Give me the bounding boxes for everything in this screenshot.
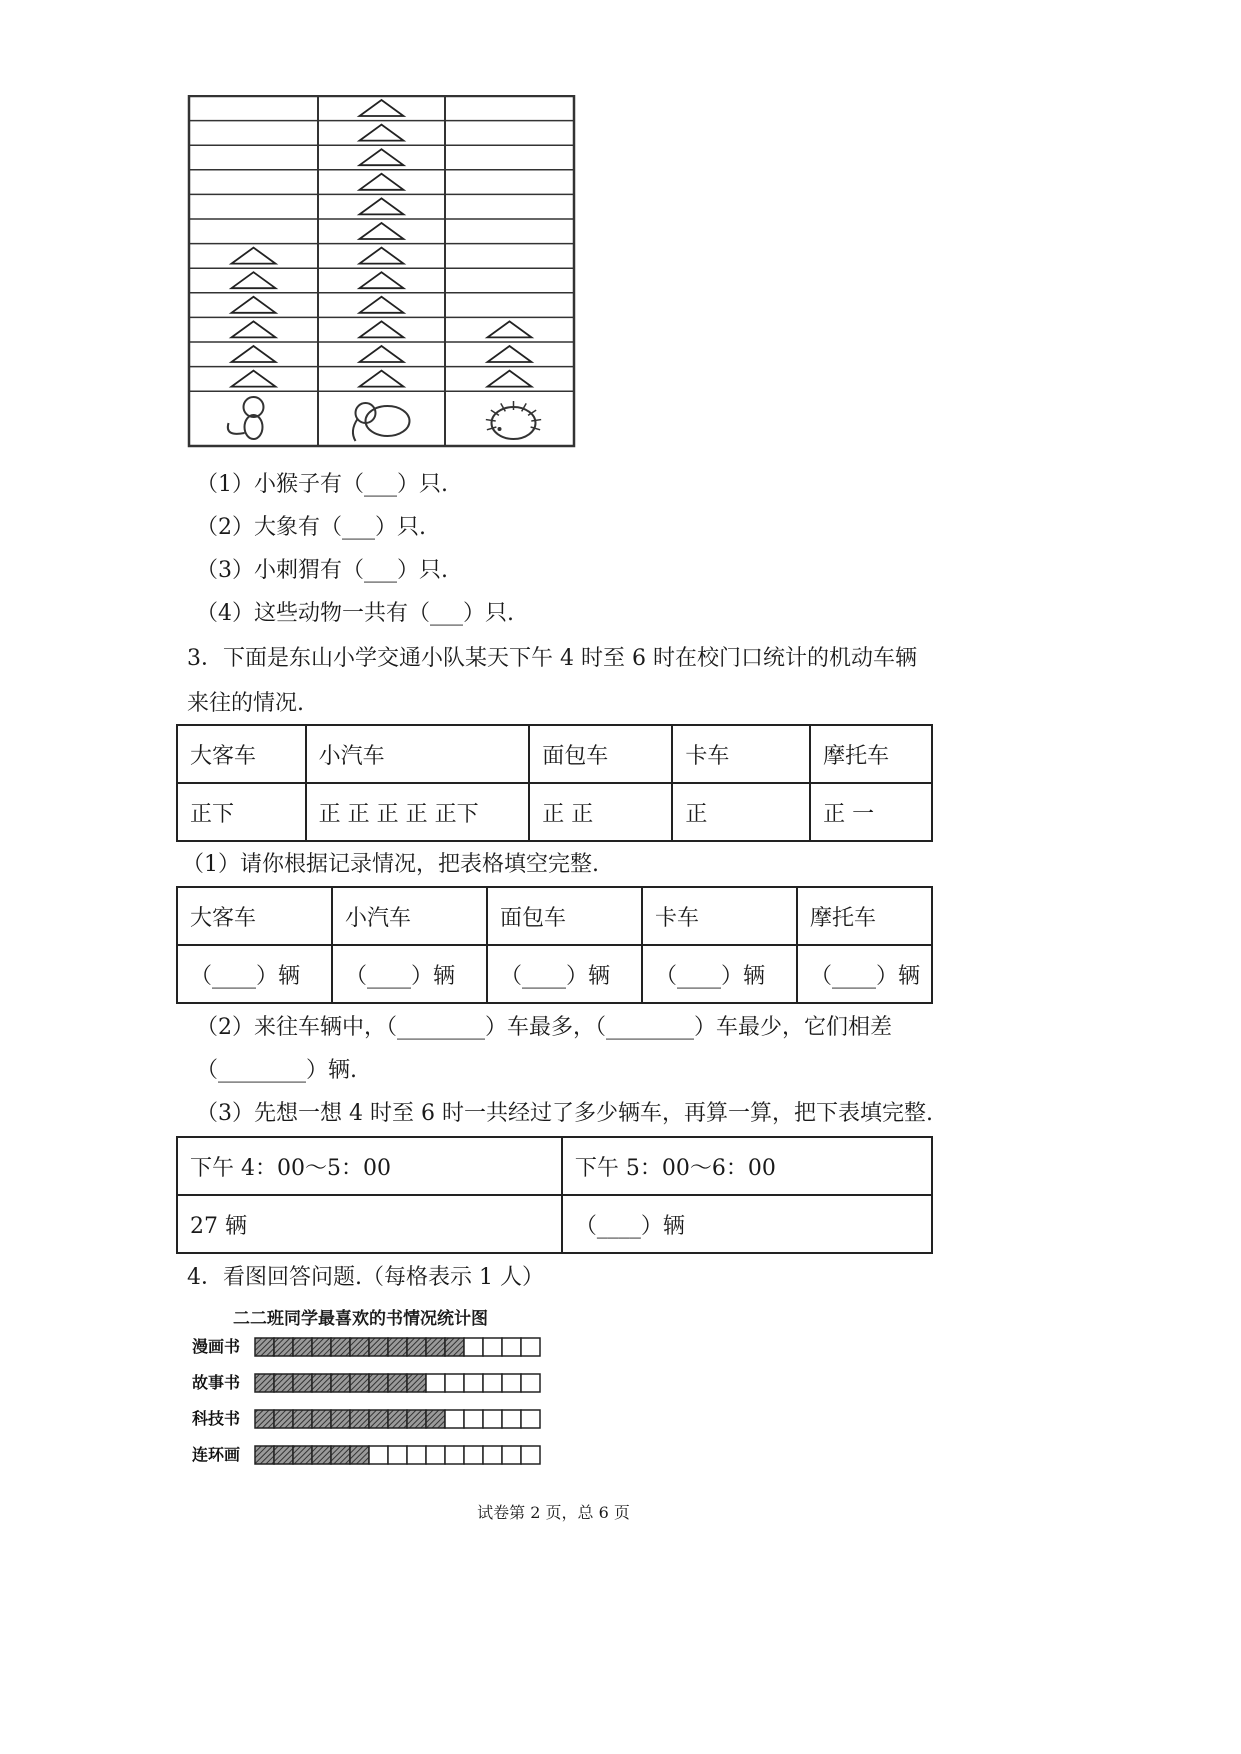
time-cell: 27 辆 [177, 1195, 562, 1253]
triangle-mark [360, 125, 404, 141]
bar-cell-empty [502, 1410, 521, 1428]
bar-cell-empty [445, 1410, 464, 1428]
tally-cell: 正 正 正 正 正下 [306, 783, 530, 841]
count-header: 卡车 [642, 887, 797, 945]
category-label: 科技书 [192, 1409, 241, 1428]
triangle-mark [360, 371, 404, 387]
bar-cell-filled [293, 1410, 312, 1428]
bar-cell-filled [293, 1374, 312, 1392]
q3-sub3: （3）先想一想 4 时至 6 时一共经过了多少辆车，再算一算，把下表填完整. [196, 1101, 933, 1126]
bar-cell-filled [426, 1410, 445, 1428]
q3-sub2-line1: （2）来往车辆中，（________）车最多，（________）车最少，它们相差 [196, 1015, 892, 1040]
bar-cell-empty [521, 1446, 540, 1464]
triangle-mark [488, 346, 532, 362]
bar-cell-filled [331, 1338, 350, 1356]
bar-cell-empty [502, 1338, 521, 1356]
bar-cell-empty [521, 1374, 540, 1392]
tally-header: 面包车 [529, 725, 672, 783]
bar-cell-filled [388, 1338, 407, 1356]
pictograph-figure [187, 95, 576, 448]
bar-cell-empty [483, 1410, 502, 1428]
triangle-mark [232, 371, 276, 387]
triangle-mark [360, 272, 404, 288]
bar-cell-filled [369, 1410, 388, 1428]
count-header: 摩托车 [797, 887, 932, 945]
monkey-icon [228, 397, 264, 439]
bar-cell-empty [369, 1446, 388, 1464]
triangle-mark [360, 223, 404, 239]
tally-header: 大客车 [177, 725, 306, 783]
bar-cell-empty [388, 1446, 407, 1464]
time-header: 下午 4：00～5：00 [177, 1137, 562, 1195]
bar-cell-filled [293, 1338, 312, 1356]
bar-cell-filled [255, 1338, 274, 1356]
chart-title: 二二班同学最喜欢的书情况统计图 [233, 1309, 488, 1329]
bar-cell-empty [426, 1446, 445, 1464]
triangle-mark [232, 346, 276, 362]
q2-item-1: （1）小猴子有（___）只. [196, 472, 448, 497]
q3-intro-line2: 来往的情况. [187, 691, 304, 716]
tally-header: 摩托车 [810, 725, 932, 783]
bar-cell-empty [483, 1338, 502, 1356]
bar-cell-filled [388, 1374, 407, 1392]
bar-cell-filled [350, 1446, 369, 1464]
q4-intro: 4．看图回答问题.（每格表示 1 人） [187, 1265, 544, 1290]
count-header: 小汽车 [332, 887, 487, 945]
count-header: 大客车 [177, 887, 332, 945]
bar-cell-empty [483, 1374, 502, 1392]
bar-cell-filled [331, 1374, 350, 1392]
q2-item-4: （4）这些动物一共有（___）只. [196, 601, 514, 626]
triangle-mark [488, 371, 532, 387]
bar-cell-empty [464, 1374, 483, 1392]
elephant-icon [353, 403, 410, 441]
triangle-mark [360, 149, 404, 165]
tally-table [176, 724, 933, 842]
page-footer: 试卷第 2 页，总 6 页 [477, 1503, 630, 1522]
bar-cell-filled [388, 1410, 407, 1428]
triangle-mark [360, 198, 404, 214]
bar-cell-empty [502, 1446, 521, 1464]
bar-cell-empty [464, 1338, 483, 1356]
count-answer-cell[interactable]: （____）辆 [332, 945, 487, 1003]
count-answer-cell[interactable]: （____）辆 [797, 945, 932, 1003]
bar-cell-filled [255, 1374, 274, 1392]
bar-cell-filled [369, 1374, 388, 1392]
bar-cell-filled [274, 1446, 293, 1464]
triangle-mark [232, 297, 276, 313]
q2-item-3: （3）小刺猬有（___）只. [196, 558, 448, 583]
bar-cell-filled [312, 1374, 331, 1392]
bar-cell-filled [350, 1374, 369, 1392]
q3-intro-line1: 3．下面是东山小学交通小队某天下午 4 时至 6 时在校门口统计的机动车辆 [187, 646, 917, 671]
bar-cell-filled [312, 1338, 331, 1356]
bar-cell-filled [312, 1446, 331, 1464]
bar-cell-empty [445, 1374, 464, 1392]
triangle-mark [360, 321, 404, 337]
bar-cell-empty [464, 1410, 483, 1428]
triangle-mark [360, 346, 404, 362]
triangle-mark [360, 297, 404, 313]
category-label: 漫画书 [192, 1337, 241, 1356]
bar-cell-filled [274, 1374, 293, 1392]
q2-item-2: （2）大象有（___）只. [196, 515, 426, 540]
triangle-mark [232, 272, 276, 288]
bar-cell-filled [407, 1374, 426, 1392]
bar-cell-filled [293, 1446, 312, 1464]
bar-cell-empty [502, 1374, 521, 1392]
chart-canvas [186, 1300, 546, 1470]
category-label: 故事书 [192, 1373, 241, 1392]
bar-cell-filled [274, 1410, 293, 1428]
bar-cell-filled [369, 1338, 388, 1356]
bar-cell-filled [331, 1410, 350, 1428]
count-table [176, 886, 933, 1004]
tally-cell: 正 [672, 783, 810, 841]
bar-cell-filled [407, 1410, 426, 1428]
bar-cell-empty [445, 1446, 464, 1464]
bar-cell-filled [350, 1410, 369, 1428]
count-header: 面包车 [487, 887, 642, 945]
bar-cell-empty [521, 1410, 540, 1428]
triangle-mark [360, 248, 404, 264]
triangle-mark [232, 248, 276, 264]
bar-cell-filled [255, 1410, 274, 1428]
tally-cell: 正 一 [810, 783, 932, 841]
tally-cell: 正下 [177, 783, 306, 841]
triangle-mark [360, 100, 404, 116]
q3-sub1: （1）请你根据记录情况，把表格填空完整. [182, 852, 599, 877]
category-label: 连环画 [192, 1445, 241, 1464]
triangle-mark [488, 321, 532, 337]
bar-cell-filled [445, 1338, 464, 1356]
bar-cell-empty [426, 1374, 445, 1392]
bar-cell-filled [312, 1410, 331, 1428]
hedgehog-icon [486, 401, 541, 439]
time-table [176, 1136, 933, 1254]
bar-cell-empty [483, 1446, 502, 1464]
bar-cell-empty [521, 1338, 540, 1356]
tally-header: 小汽车 [306, 725, 530, 783]
q3-sub2-line2: （________）辆. [196, 1058, 357, 1083]
book-chart [186, 1300, 546, 1470]
bar-cell-filled [331, 1446, 350, 1464]
triangle-mark [360, 174, 404, 190]
bar-cell-empty [464, 1446, 483, 1464]
bar-cell-filled [350, 1338, 369, 1356]
bar-cell-filled [426, 1338, 445, 1356]
bar-cell-empty [407, 1446, 426, 1464]
count-answer-cell[interactable]: （____）辆 [177, 945, 332, 1003]
triangle-mark [232, 321, 276, 337]
count-answer-cell[interactable]: （____）辆 [487, 945, 642, 1003]
bar-cell-filled [274, 1338, 293, 1356]
time-answer-cell[interactable]: （____）辆 [562, 1195, 932, 1253]
tally-header: 卡车 [672, 725, 810, 783]
bar-cell-filled [407, 1338, 426, 1356]
tally-cell: 正 正 [529, 783, 672, 841]
time-header: 下午 5：00～6：00 [562, 1137, 932, 1195]
bar-cell-filled [255, 1446, 274, 1464]
count-answer-cell[interactable]: （____）辆 [642, 945, 797, 1003]
pictograph-grid [187, 95, 576, 448]
